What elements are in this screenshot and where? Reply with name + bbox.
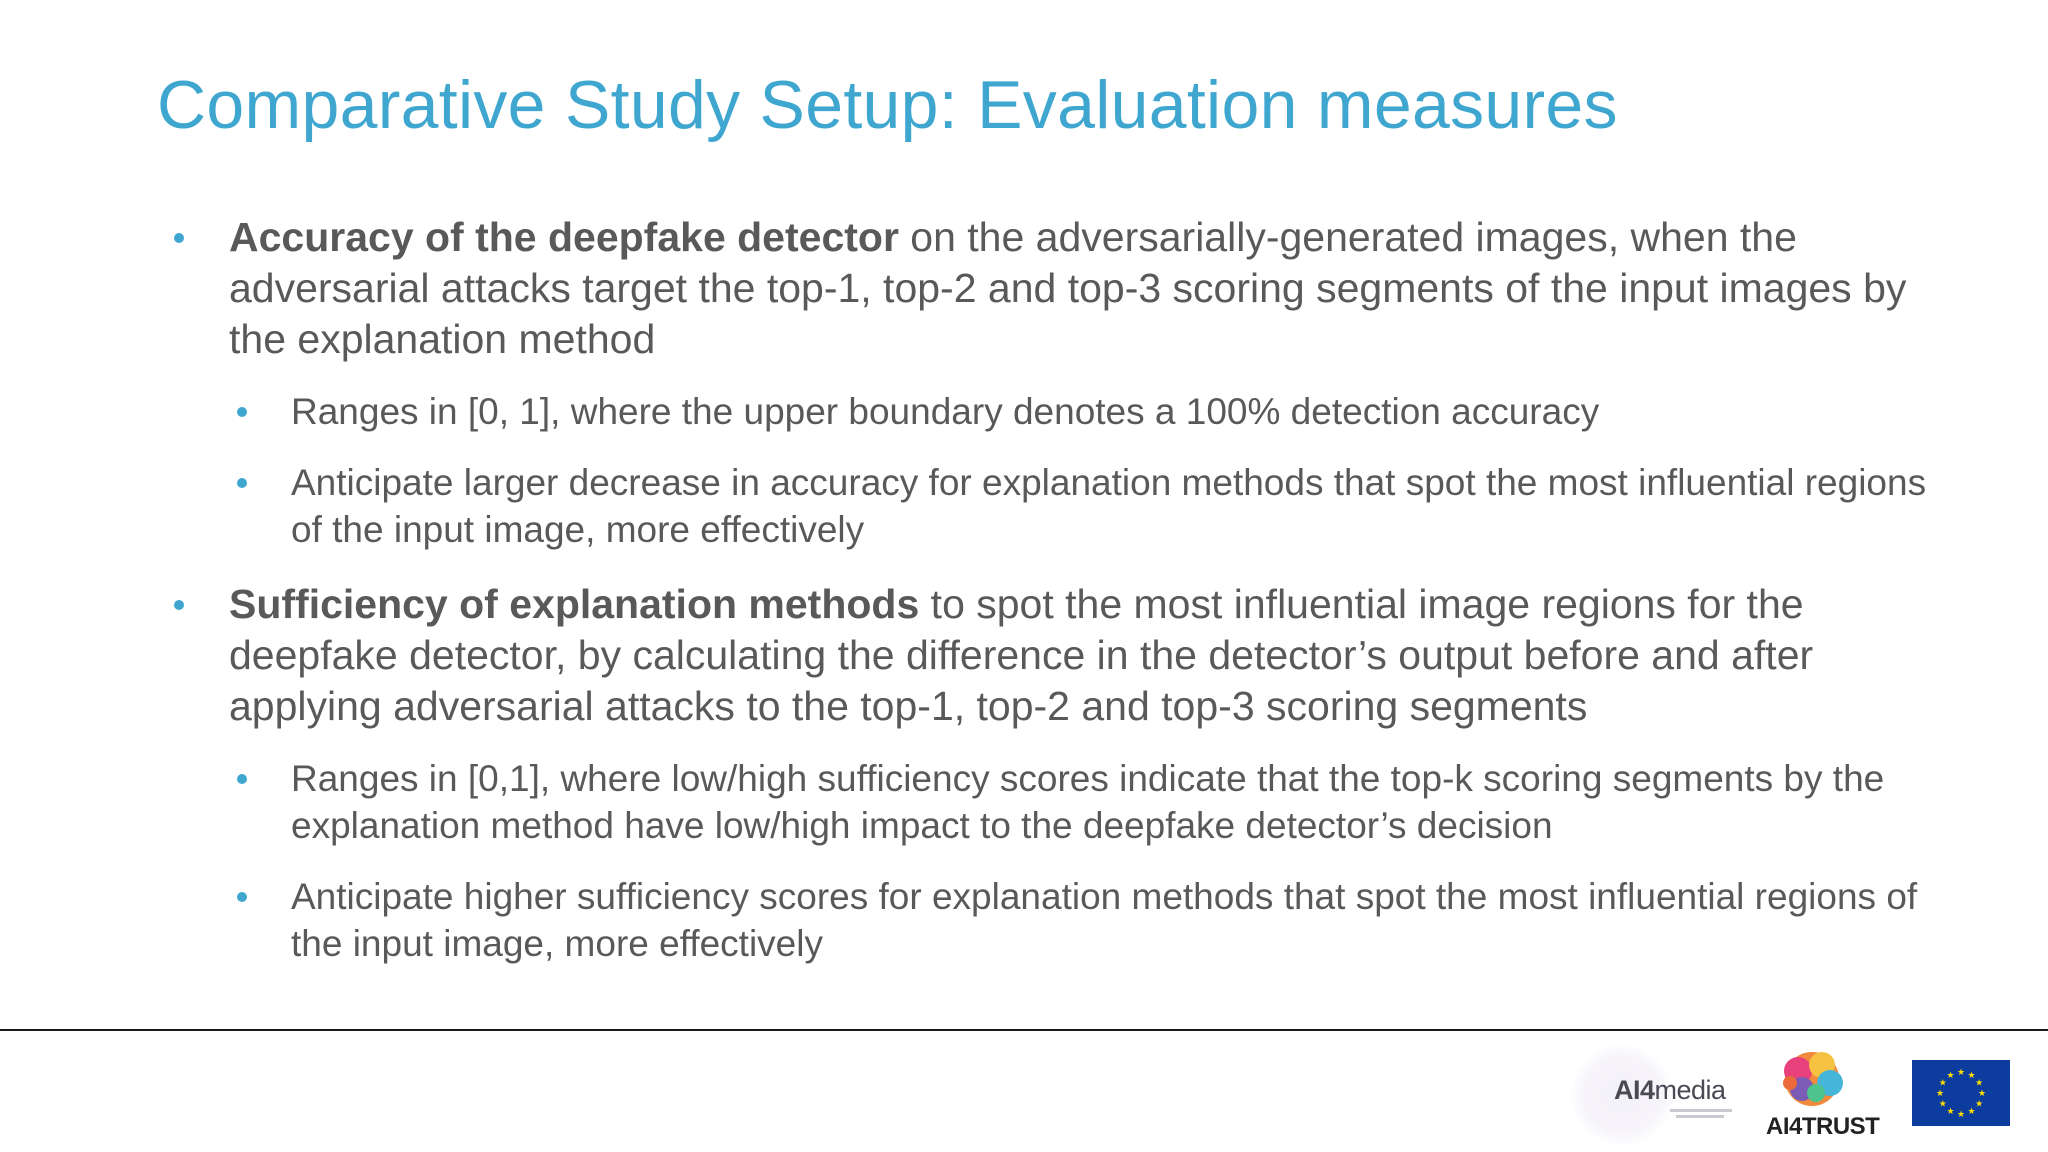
bullet-dot-icon <box>237 892 247 902</box>
ai4media-digit: 4 <box>1640 1075 1655 1105</box>
bullet-sufficiency <box>229 579 1929 732</box>
eu-star-icon: ★ <box>1977 1088 1987 1098</box>
footer-divider <box>0 1029 2048 1031</box>
ai4trust-logo-text: AI4TRUST <box>1766 1113 1880 1140</box>
bullet-accuracy-text: on the adversarially-generated images, when the adversarial attacks target the top-1, top-2 and top-3 scoring segments of the input images by the explanation method <box>229 214 1907 362</box>
eu-star-icon: ★ <box>1967 1106 1976 1117</box>
bullet-sufficiency-text: to spot the most influential image regions for the deepfake detector, by calculating the difference in the detector’s output before and after applying adversarial attacks to the top-1, top-2 and top-3 scoring segments <box>229 581 1814 729</box>
ai4media-suffix: media <box>1654 1075 1726 1105</box>
eu-flag-icon <box>1912 1060 2010 1126</box>
eu-star-icon: ★ <box>1975 1098 1984 1109</box>
bullet-dot-icon <box>174 233 184 243</box>
bullet-sufficiency-bold: Sufficiency of explanation methods <box>229 581 920 627</box>
eu-star-icon: ★ <box>1938 1098 1947 1109</box>
eu-star-icon: ★ <box>1946 1106 1955 1117</box>
sub-bullet-text: Anticipate larger decrease in accuracy for explanation methods that spot the most influential regions of the input image, more effectively <box>291 462 1927 550</box>
brain-icon <box>1762 1045 1862 1113</box>
ai4media-prefix: AI <box>1614 1075 1640 1105</box>
ai4media-logo <box>1572 1045 1742 1145</box>
slide-title: Comparative Study Setup: Evaluation measures <box>157 67 1618 143</box>
sub-bullet-accuracy-anticipate <box>291 459 1941 553</box>
eu-star-icon: ★ <box>1956 1067 1966 1077</box>
bullet-dot-icon <box>237 407 247 417</box>
ai4media-logo-text <box>1614 1075 1726 1106</box>
eu-star-icon: ★ <box>1956 1109 1966 1119</box>
sub-bullet-accuracy-range <box>291 388 1941 435</box>
ai4media-tagline-line <box>1670 1109 1732 1112</box>
sub-bullet-sufficiency-anticipate <box>291 873 1941 967</box>
eu-star-icon: ★ <box>1938 1077 1947 1088</box>
bullet-accuracy-bold: Accuracy of the deepfake detector <box>229 214 899 260</box>
eu-star-icon: ★ <box>1967 1069 1976 1080</box>
sub-bullet-sufficiency-range <box>291 755 1941 849</box>
ai4trust-logo <box>1762 1045 1880 1145</box>
bullet-accuracy <box>229 212 1929 365</box>
bullet-dot-icon <box>237 774 247 784</box>
sub-bullet-text: Ranges in [0,1], where low/high sufficiency scores indicate that the top-k scoring segments by the explanation method have low/high impact to the deepfake detector’s decision <box>291 758 1885 846</box>
eu-star-icon: ★ <box>1935 1088 1945 1098</box>
bullet-dot-icon <box>237 478 247 488</box>
eu-star-icon: ★ <box>1946 1069 1955 1080</box>
eu-star-icon: ★ <box>1975 1077 1984 1088</box>
bullet-dot-icon <box>174 600 184 610</box>
ai4media-tagline-line <box>1676 1115 1724 1118</box>
sub-bullet-text: Ranges in [0, 1], where the upper boundary denotes a 100% detection accuracy <box>291 391 1600 432</box>
sub-bullet-text: Anticipate higher sufficiency scores for explanation methods that spot the most influential regions of the input image, more effectively <box>291 876 1918 964</box>
eu-stars-icon <box>1912 1060 2010 1126</box>
